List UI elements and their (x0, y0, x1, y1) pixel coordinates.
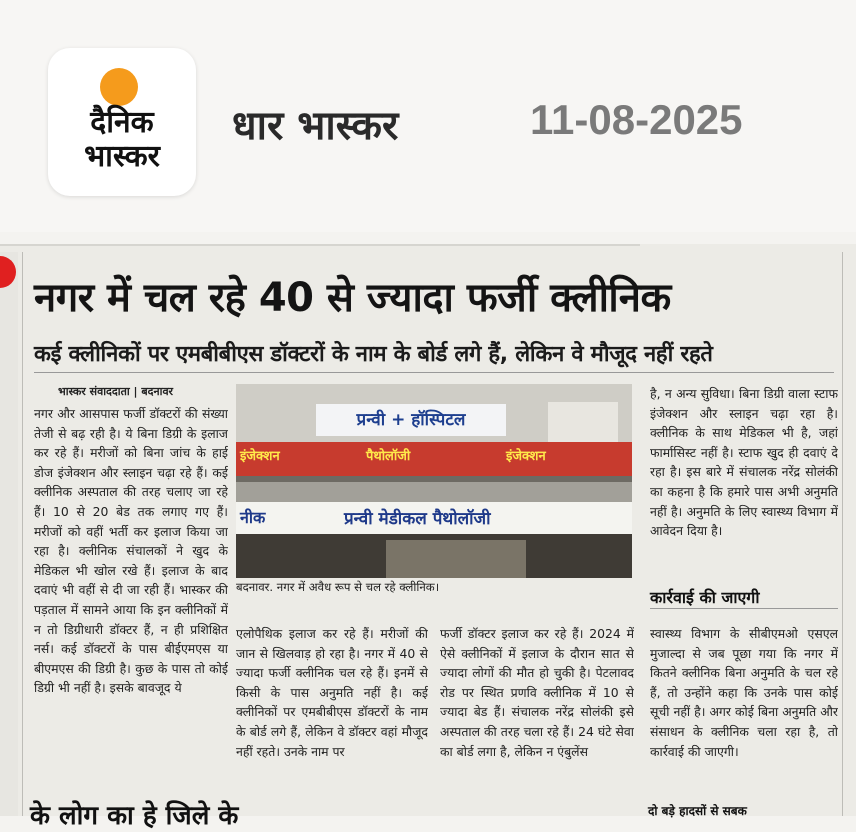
photo-medical-board (236, 502, 632, 534)
article-column-4-bottom: स्वास्थ्य विभाग के सीबीएमओ एसएल मुजाल्दा से जब पूछा गया कि नगर में कितने क्लीनिक बिना अनुमति के चल रहे हैं, तो उन्होंने कहा कि उनके पास कोई सूची नहीं है। अगर कोई बिना अनुमति और संसाधन के क्लीनिक चला रहा है, तो कार्रवाई की जाएगी। (650, 626, 838, 759)
next-article-headline: के लोग का हे जिले के (30, 801, 239, 831)
logo-text-line2: भास्कर (84, 139, 160, 174)
photo-board-text: प्रन्वी मेडीकल पैथोलॉजी (344, 509, 491, 529)
column-divider-left (22, 252, 23, 816)
section-rule (650, 608, 838, 609)
edition-date: 11-08-2025 (530, 96, 743, 143)
next-article-subheading: दो बड़े हादसों से सबक (648, 804, 747, 818)
photo-band-left: इंजेक्शन (240, 449, 280, 464)
article-column-4-top: है, न अन्य सुविधा। बिना डिग्री वाला स्टाफ इंजेक्शन और स्लाइन चढ़ा रहा है। क्लीनिक के साथ मेडिकल भी है, जहां फार्मासिस्ट नहीं है। स्टाफ खुद ही दवाएं दे रहा है। इस बारे में संचालक नरेंद्र सोलंकी का कहना है कि हमारे पास अभी अनुमति नहीं है। अनुमति के लिए स्वास्थ्य विभाग में आवेदन दिया है। (650, 386, 838, 539)
section-heading: कार्रवाई की जाएगी (650, 588, 760, 607)
article-column-3: फर्जी डॉक्टर इलाज कर रहे हैं। 2024 में ऐसे क्लीनिकों में इलाज के दौरान सात से ज्यादा लोगों की मौत हो चुकी है। पेटलावद रोड पर स्थित प्रणवि क्लीनिक में 10 से ज्यादा बेड हैं। संचालक नरेंद्र सोलंकी इसे अस्पताल की तरह चला रहे हैं। 24 घंटे सेवा का बोर्ड लगा है, लेकिन न एंबुलेंस (440, 626, 634, 759)
adjacent-column-left (0, 252, 18, 816)
edition-title: धार भास्कर (232, 103, 399, 149)
header-bar (0, 0, 856, 232)
photo-board-left-text: नीक (240, 508, 266, 527)
red-badge (0, 256, 16, 288)
photo-shop-interior (386, 540, 526, 578)
photo-hospital-board: प्रन्वी + हॉस्पिटल (316, 404, 506, 436)
divider (0, 244, 640, 246)
photo-band-mid: पैथोलॉजी (366, 449, 411, 464)
photo-band-right: इंजेक्शन (506, 449, 546, 464)
column-divider-right (842, 252, 843, 816)
clinic-photo (236, 384, 632, 578)
photo-red-band (236, 442, 632, 476)
article-byline: भास्कर संवाददाता | बदनावर (58, 385, 174, 398)
photo-awning (236, 482, 632, 502)
article-subheadline: कई क्लीनिकों पर एमबीबीएस डॉक्टरों के नाम के बोर्ड लगे हैं, लेकिन वे मौजूद नहीं रहते (34, 342, 713, 367)
article-column-1: नगर और आसपास फर्जी डॉक्टरों की संख्या तेजी से बढ़ रही है। ये बिना डिग्री के इलाज कर रहे हैं। मरीजों को बिना जांच के हाई डोज इंजेक्शन और स्लाइन चढ़ा रहे हैं। कई क्लीनिक अस्पताल की तरह चलाए जा रहे हैं। 10 से 20 बेड तक लगाए गए हैं। मरीजों को वहीं भर्ती कर इलाज किया जा रहा है। क्लीनिक संचालकों ने खुद के मेडिकल भी खोल रखे हैं। इलाज के बाद दवाएं भी वहीं से दी जा रही हैं। भास्कर की पड़ताल में सामने आया कि इन क्लीनिकों में न तो डिग्रीधारी डॉक्टर हैं, न ही प्रशिक्षित नर्स। कई डॉक्टरों के पास बीईएमएस या बीएमएस की डिग्री है। कुछ के पास तो कोई डिग्री भी नहीं है। इसके बावजूद ये (34, 406, 228, 696)
logo-text-line1: दैनिक (90, 105, 154, 140)
headline-rule (34, 372, 834, 373)
article-column-2: एलोपैथिक इलाज कर रहे हैं। मरीजों की जान से खिलवाड़ हो रहा है। नगर में 40 से ज्यादा फर्जी क्लीनिक चल रहे हैं। इनमें से किसी के पास अनुमति नहीं है। कई क्लीनिकों पर एमबीबीएस डॉक्टरों के नाम के बोर्ड लगे हैं, लेकिन वे डॉक्टर वहां मौजूद नहीं रहते। उनके नाम पर (236, 626, 428, 759)
dainik-bhaskar-logo[interactable] (48, 48, 196, 196)
article-headline: नगर में चल रहे 40 से ज्यादा फर्जी क्लीनिक (34, 275, 671, 321)
photo-caption: बदनावर. नगर में अवैध रूप से चल रहे क्लीनिक। (236, 580, 440, 594)
sun-icon (100, 68, 138, 106)
